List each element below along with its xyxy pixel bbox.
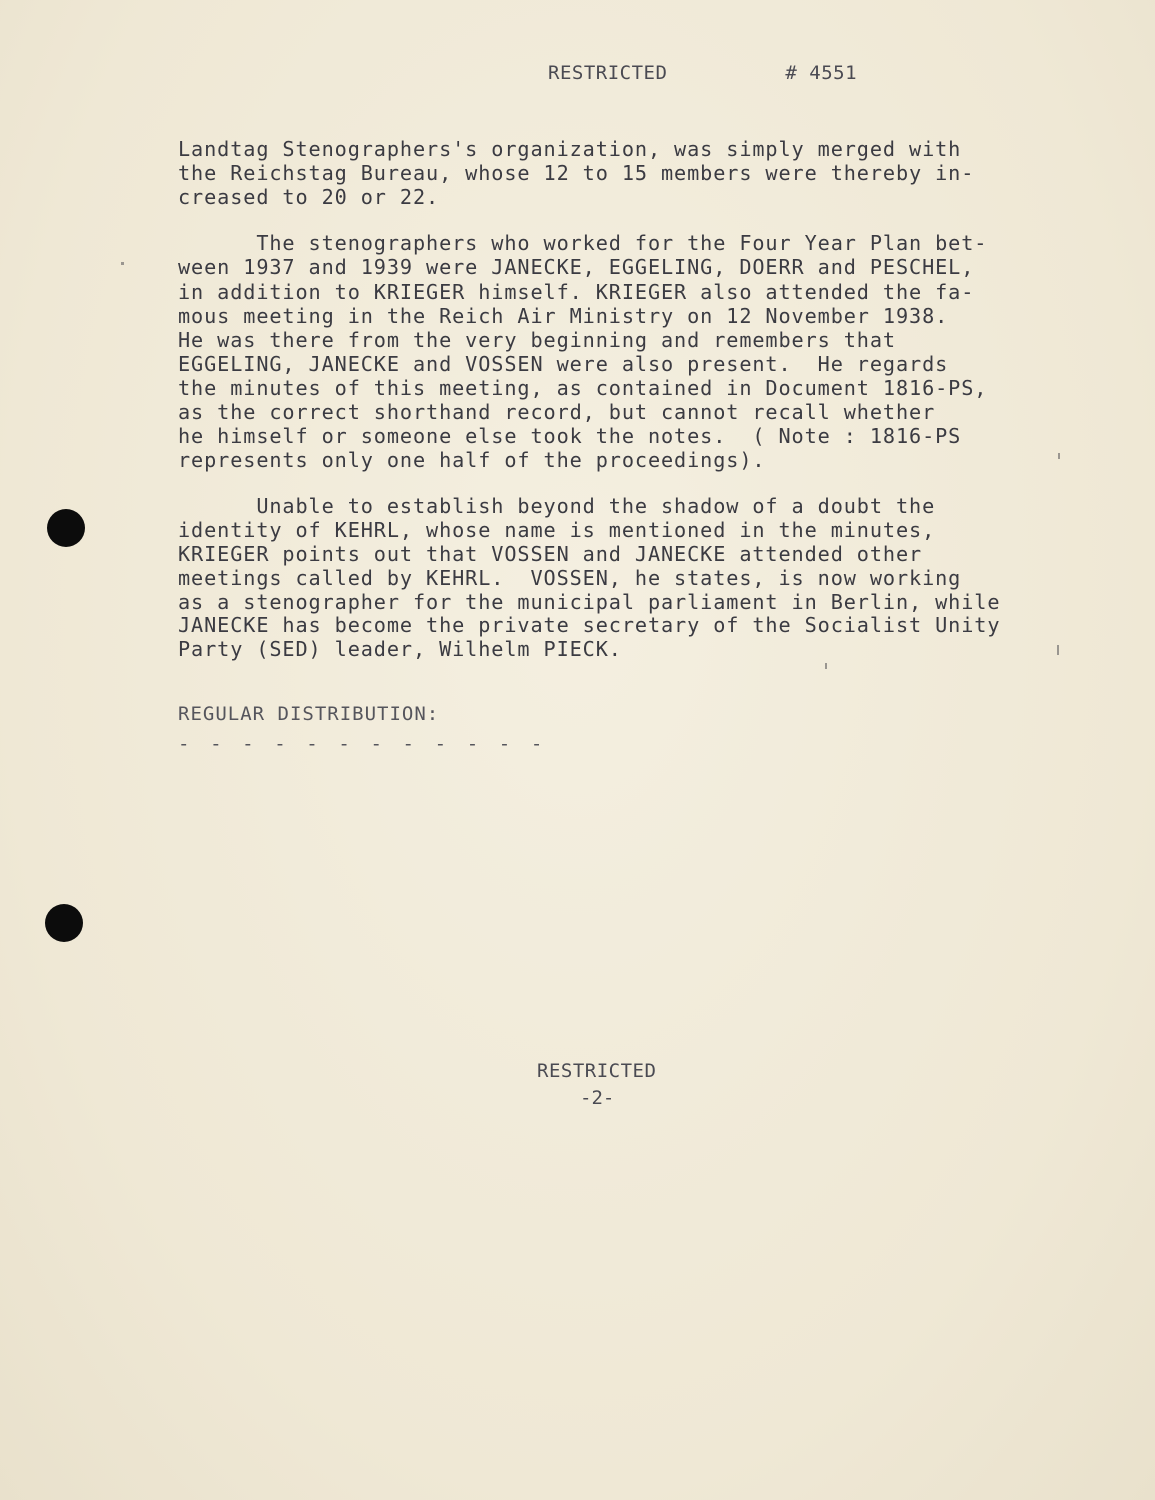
body-line: mous meeting in the Reich Air Ministry on 12 November 1938. bbox=[178, 304, 949, 328]
page-number: -2- bbox=[580, 1087, 615, 1109]
body-line: Unable to establish beyond the shadow of a doubt the bbox=[178, 494, 936, 518]
paper-speck bbox=[121, 262, 124, 265]
body-line: he himself or someone else took the notes. ( Note : 1816-PS bbox=[178, 424, 962, 448]
paper-speck bbox=[1058, 453, 1060, 459]
footer-classification: RESTRICTED bbox=[537, 1060, 657, 1082]
distribution-label: REGULAR DISTRIBUTION: bbox=[178, 703, 440, 725]
body-line: JANECKE has become the private secretary of the Socialist Unity bbox=[178, 613, 1001, 637]
punch-hole-bottom bbox=[45, 904, 83, 942]
page-header bbox=[548, 62, 857, 84]
body-line: represents only one half of the proceedings). bbox=[178, 448, 766, 472]
body-line: the Reichstag Bureau, whose 12 to 15 members were thereby in- bbox=[178, 161, 975, 185]
body-line: identity of KEHRL, whose name is mentioned in the minutes, bbox=[178, 518, 936, 542]
body-line: EGGELING, JANECKE and VOSSEN were also present. He regards bbox=[178, 352, 949, 376]
punch-hole-top bbox=[47, 509, 85, 547]
body-line: Landtag Stenographers's organization, was simply merged with bbox=[178, 137, 962, 161]
body-line: as the correct shorthand record, but cannot recall whether bbox=[178, 400, 936, 424]
paper-speck bbox=[825, 663, 827, 669]
body-line: creased to 20 or 22. bbox=[178, 185, 440, 209]
distribution-underline: - - - - - - - - - - - - bbox=[178, 733, 547, 755]
paper-speck bbox=[1057, 645, 1059, 655]
body-line: in addition to KRIEGER himself. KRIEGER also attended the fa- bbox=[178, 280, 975, 304]
body-line: Party (SED) leader, Wilhelm PIECK. bbox=[178, 637, 622, 661]
body-line: He was there from the very beginning and remembers that bbox=[178, 328, 896, 352]
body-line: KRIEGER points out that VOSSEN and JANECKE attended other bbox=[178, 542, 923, 566]
body-line: ween 1937 and 1939 were JANECKE, EGGELING, DOERR and PESCHEL, bbox=[178, 255, 975, 279]
body-line: meetings called by KEHRL. VOSSEN, he states, is now working bbox=[178, 566, 962, 590]
body-line: the minutes of this meeting, as contained in Document 1816-PS, bbox=[178, 376, 988, 400]
body-line: The stenographers who worked for the Four Year Plan bet- bbox=[178, 231, 988, 255]
header-classification: RESTRICTED bbox=[548, 62, 668, 84]
body-line: as a stenographer for the municipal parliament in Berlin, while bbox=[178, 590, 1001, 614]
document-number: # 4551 bbox=[785, 62, 858, 84]
